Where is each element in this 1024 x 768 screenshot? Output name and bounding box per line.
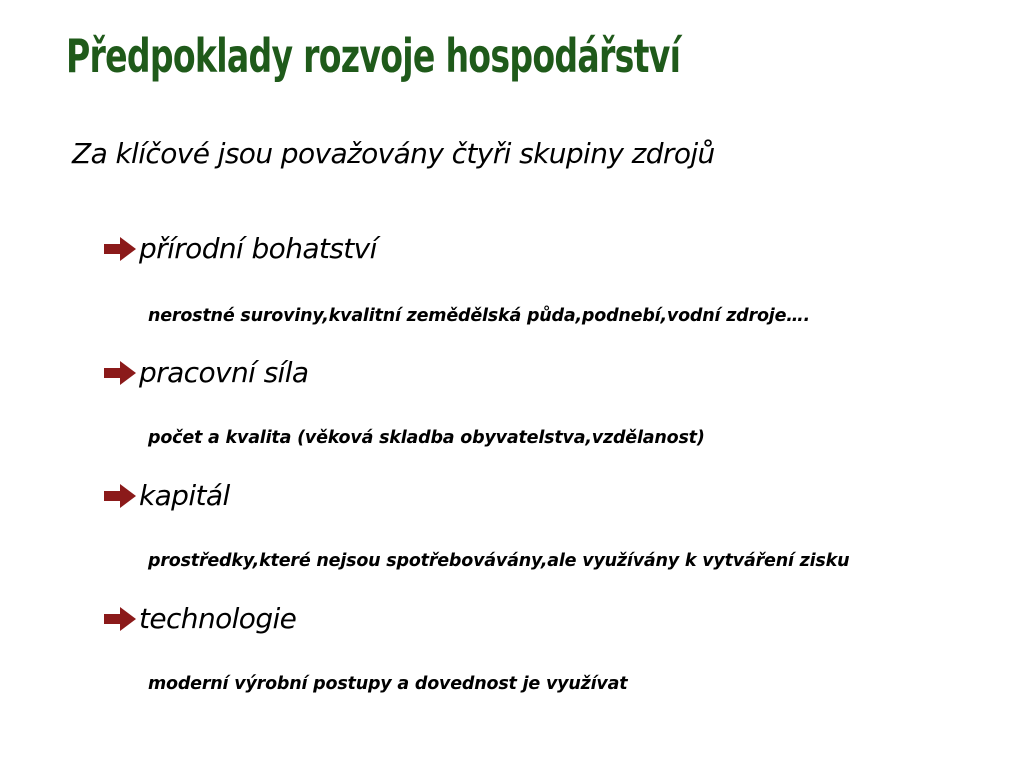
- bullet-label: přírodní bohatství: [139, 232, 377, 265]
- slide-intro: Za klíčové jsou považovány čtyři skupiny zdrojů: [72, 137, 715, 170]
- right-arrow-icon: [103, 236, 137, 262]
- bullet-detail: prostředky,které nejsou spotřebovávány,ale využívány k vytváření zisku: [148, 551, 850, 571]
- bullet-label: kapitál: [139, 479, 230, 512]
- bullet-detail: moderní výrobní postupy a dovednost je využívat: [148, 674, 628, 694]
- slide-title: Předpoklady rozvoje hospodářství: [66, 29, 681, 83]
- right-arrow-icon: [103, 483, 137, 509]
- bullet-kapital: [103, 478, 230, 514]
- bullet-prirodni-bohatstvi: [103, 231, 377, 267]
- bullet-label: pracovní síla: [139, 356, 309, 389]
- bullet-label: technologie: [139, 602, 297, 635]
- right-arrow-icon: [103, 606, 137, 632]
- bullet-technologie: [103, 601, 296, 637]
- right-arrow-icon: [103, 360, 137, 386]
- bullet-pracovni-sila: [103, 355, 308, 391]
- bullet-detail: počet a kvalita (věková skladba obyvatelstva,vzdělanost): [148, 428, 705, 448]
- bullet-detail: nerostné suroviny,kvalitní zemědělská půda,podnebí,vodní zdroje….: [148, 306, 810, 326]
